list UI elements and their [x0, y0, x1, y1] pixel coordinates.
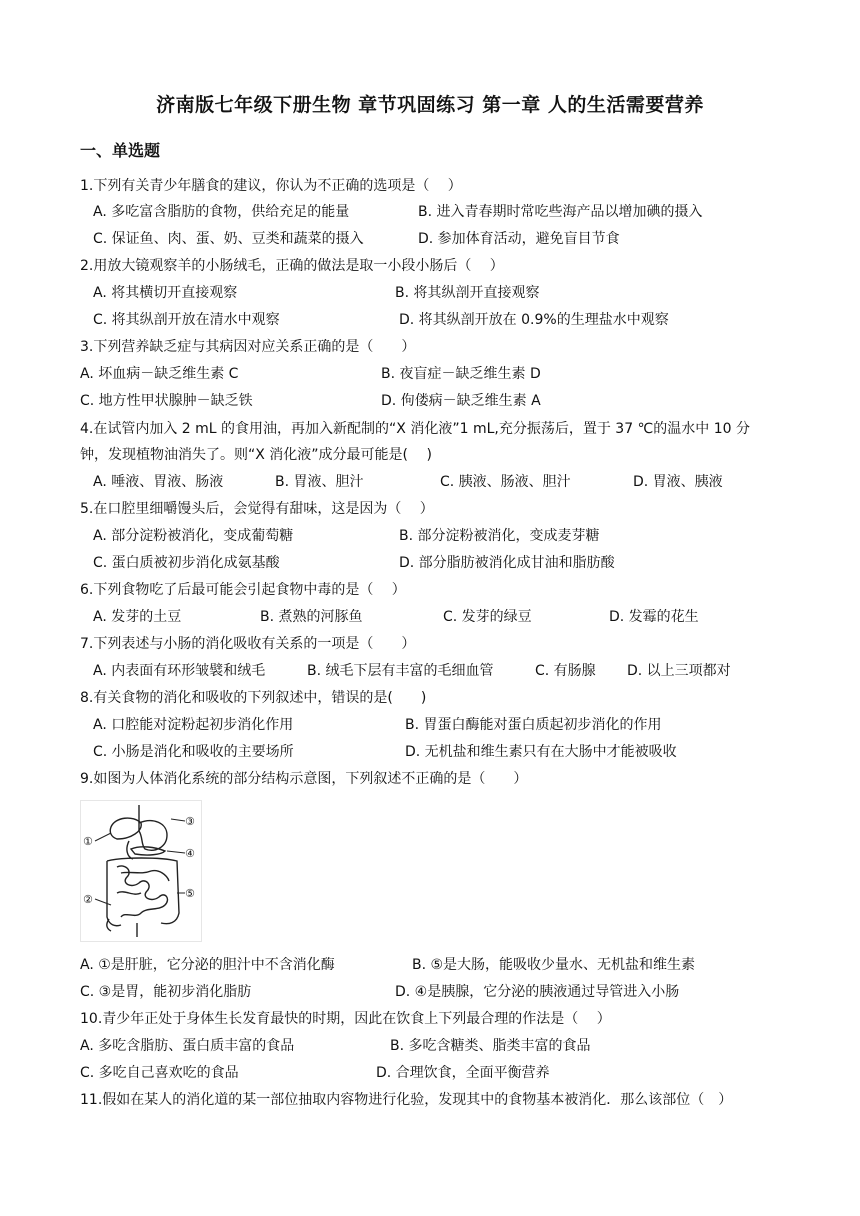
- question-5-option-c[interactable]: C. 蛋白质被初步消化成氨基酸: [93, 555, 280, 571]
- question-5-stem: 5.在口腔里细嚼馒头后，会觉得有甜味，这是因为（ ）: [80, 501, 434, 517]
- question-4-option-d[interactable]: D. 胃液、胰液: [633, 474, 723, 490]
- question-2-option-a[interactable]: A. 将其横切开直接观察: [93, 285, 238, 301]
- question-7-option-a[interactable]: A. 内表面有环形皱襞和绒毛: [93, 663, 266, 679]
- question-3-option-c[interactable]: C. 地方性甲状腺肿－缺乏铁: [80, 393, 253, 409]
- question-6-option-b[interactable]: B. 煮熟的河豚鱼: [260, 609, 363, 625]
- digestive-system-diagram: [80, 800, 202, 942]
- question-4-option-b[interactable]: B. 胃液、胆汁: [275, 474, 364, 490]
- question-6-option-d[interactable]: D. 发霉的花生: [609, 609, 699, 625]
- question-8-option-b[interactable]: B. 胃蛋白酶能对蛋白质起初步消化的作用: [405, 717, 662, 733]
- question-6-option-c[interactable]: C. 发芽的绿豆: [443, 609, 532, 625]
- question-6-stem: 6.下列食物吃了后最可能会引起食物中毒的是（ ）: [80, 582, 406, 598]
- question-2-option-b[interactable]: B. 将其纵剖开直接观察: [395, 285, 540, 301]
- figure-label-3: ③: [185, 815, 195, 828]
- question-2-option-c[interactable]: C. 将其纵剖开放在清水中观察: [93, 312, 280, 328]
- question-2-option-d[interactable]: D. 将其纵剖开放在 0.9%的生理盐水中观察: [399, 312, 669, 328]
- question-1-option-a[interactable]: A. 多吃富含脂肪的食物，供给充足的能量: [93, 204, 350, 220]
- question-10-option-a[interactable]: A. 多吃含脂肪、蛋白质丰富的食品: [80, 1038, 295, 1054]
- figure-label-5: ⑤: [185, 887, 195, 900]
- question-3-option-b[interactable]: B. 夜盲症－缺乏维生素 D: [381, 366, 541, 382]
- question-9-stem: 9.如图为人体消化系统的部分结构示意图，下列叙述不正确的是（ ）: [80, 771, 528, 787]
- question-3-option-d[interactable]: D. 佝偻病－缺乏维生素 A: [381, 393, 541, 409]
- question-1-stem: 1.下列有关青少年膳食的建议，你认为不正确的选项是（ ）: [80, 178, 462, 194]
- question-8-option-c[interactable]: C. 小肠是消化和吸收的主要场所: [93, 744, 294, 760]
- question-8-stem: 8.有关食物的消化和吸收的下列叙述中，错误的是( ): [80, 690, 427, 706]
- question-3-stem: 3.下列营养缺乏症与其病因对应关系正确的是（ ）: [80, 339, 416, 355]
- question-5-option-d[interactable]: D. 部分脂肪被消化成甘油和脂肪酸: [399, 555, 615, 571]
- question-7-option-d[interactable]: D. 以上三项都对: [627, 663, 731, 679]
- question-5-option-a[interactable]: A. 部分淀粉被消化，变成葡萄糖: [93, 528, 294, 544]
- question-1-option-b[interactable]: B. 进入青春期时常吃些海产品以增加碘的摄入: [418, 204, 703, 220]
- question-8-option-a[interactable]: A. 口腔能对淀粉起初步消化作用: [93, 717, 294, 733]
- question-2-stem: 2.用放大镜观察羊的小肠绒毛，正确的做法是取一小段小肠后（ ）: [80, 258, 504, 274]
- question-9-option-b[interactable]: B. ⑤是大肠，能吸收少量水、无机盐和维生素: [412, 957, 696, 973]
- question-9-option-c[interactable]: C. ③是胃，能初步消化脂肪: [80, 984, 252, 1000]
- question-6-option-a[interactable]: A. 发芽的土豆: [93, 609, 182, 625]
- question-10-option-c[interactable]: C. 多吃自己喜欢吃的食品: [80, 1065, 239, 1081]
- question-5-option-b[interactable]: B. 部分淀粉被消化，变成麦芽糖: [399, 528, 600, 544]
- document-title: 济南版七年级下册生物 章节巩固练习 第一章 人的生活需要营养: [156, 94, 704, 116]
- question-9-option-a[interactable]: A. ①是肝脏，它分泌的胆汁中不含消化酶: [80, 957, 335, 973]
- question-4-stem-line-1: 4.在试管内加入 2 mL 的食用油，再加入新配制的“X 消化液”1 mL,充分振荡后，置于 37 ℃的温水中 10 分: [80, 421, 750, 437]
- question-11-stem: 11.假如在某人的消化道的某一部位抽取内容物进行化验，发现其中的食物基本被消化．那么该部位（ ）: [80, 1092, 733, 1108]
- figure-label-4: ④: [185, 847, 195, 860]
- figure-label-1: ①: [83, 835, 93, 848]
- question-3-option-a[interactable]: A. 坏血病－缺乏维生素 C: [80, 366, 239, 382]
- digestive-system-illustration: [81, 801, 201, 941]
- question-10-stem: 10.青少年正处于身体生长发育最快的时期，因此在饮食上下列最合理的作法是（ ）: [80, 1011, 611, 1027]
- question-7-option-b[interactable]: B. 绒毛下层有丰富的毛细血管: [307, 663, 494, 679]
- question-8-option-d[interactable]: D. 无机盐和维生素只有在大肠中才能被吸收: [405, 744, 677, 760]
- question-4-option-a[interactable]: A. 唾液、胃液、肠液: [93, 474, 224, 490]
- question-10-option-b[interactable]: B. 多吃含糖类、脂类丰富的食品: [390, 1038, 591, 1054]
- question-1-option-c[interactable]: C. 保证鱼、肉、蛋、奶、豆类和蔬菜的摄入: [93, 231, 364, 247]
- question-7-option-c[interactable]: C. 有肠腺: [535, 663, 596, 679]
- question-4-option-c[interactable]: C. 胰液、肠液、胆汁: [440, 474, 571, 490]
- question-1-option-d[interactable]: D. 参加体育活动，避免盲目节食: [418, 231, 620, 247]
- question-4-stem-line-2: 钟，发现植物油消失了。则“X 消化液”成分最可能是( ): [80, 447, 432, 463]
- question-7-stem: 7.下列表述与小肠的消化吸收有关系的一项是（ ）: [80, 636, 416, 652]
- section-heading: 一、单选题: [80, 141, 161, 160]
- question-9-option-d[interactable]: D. ④是胰腺，它分泌的胰液通过导管进入小肠: [395, 984, 680, 1000]
- figure-label-2: ②: [83, 893, 93, 906]
- question-10-option-d[interactable]: D. 合理饮食，全面平衡营养: [376, 1065, 550, 1081]
